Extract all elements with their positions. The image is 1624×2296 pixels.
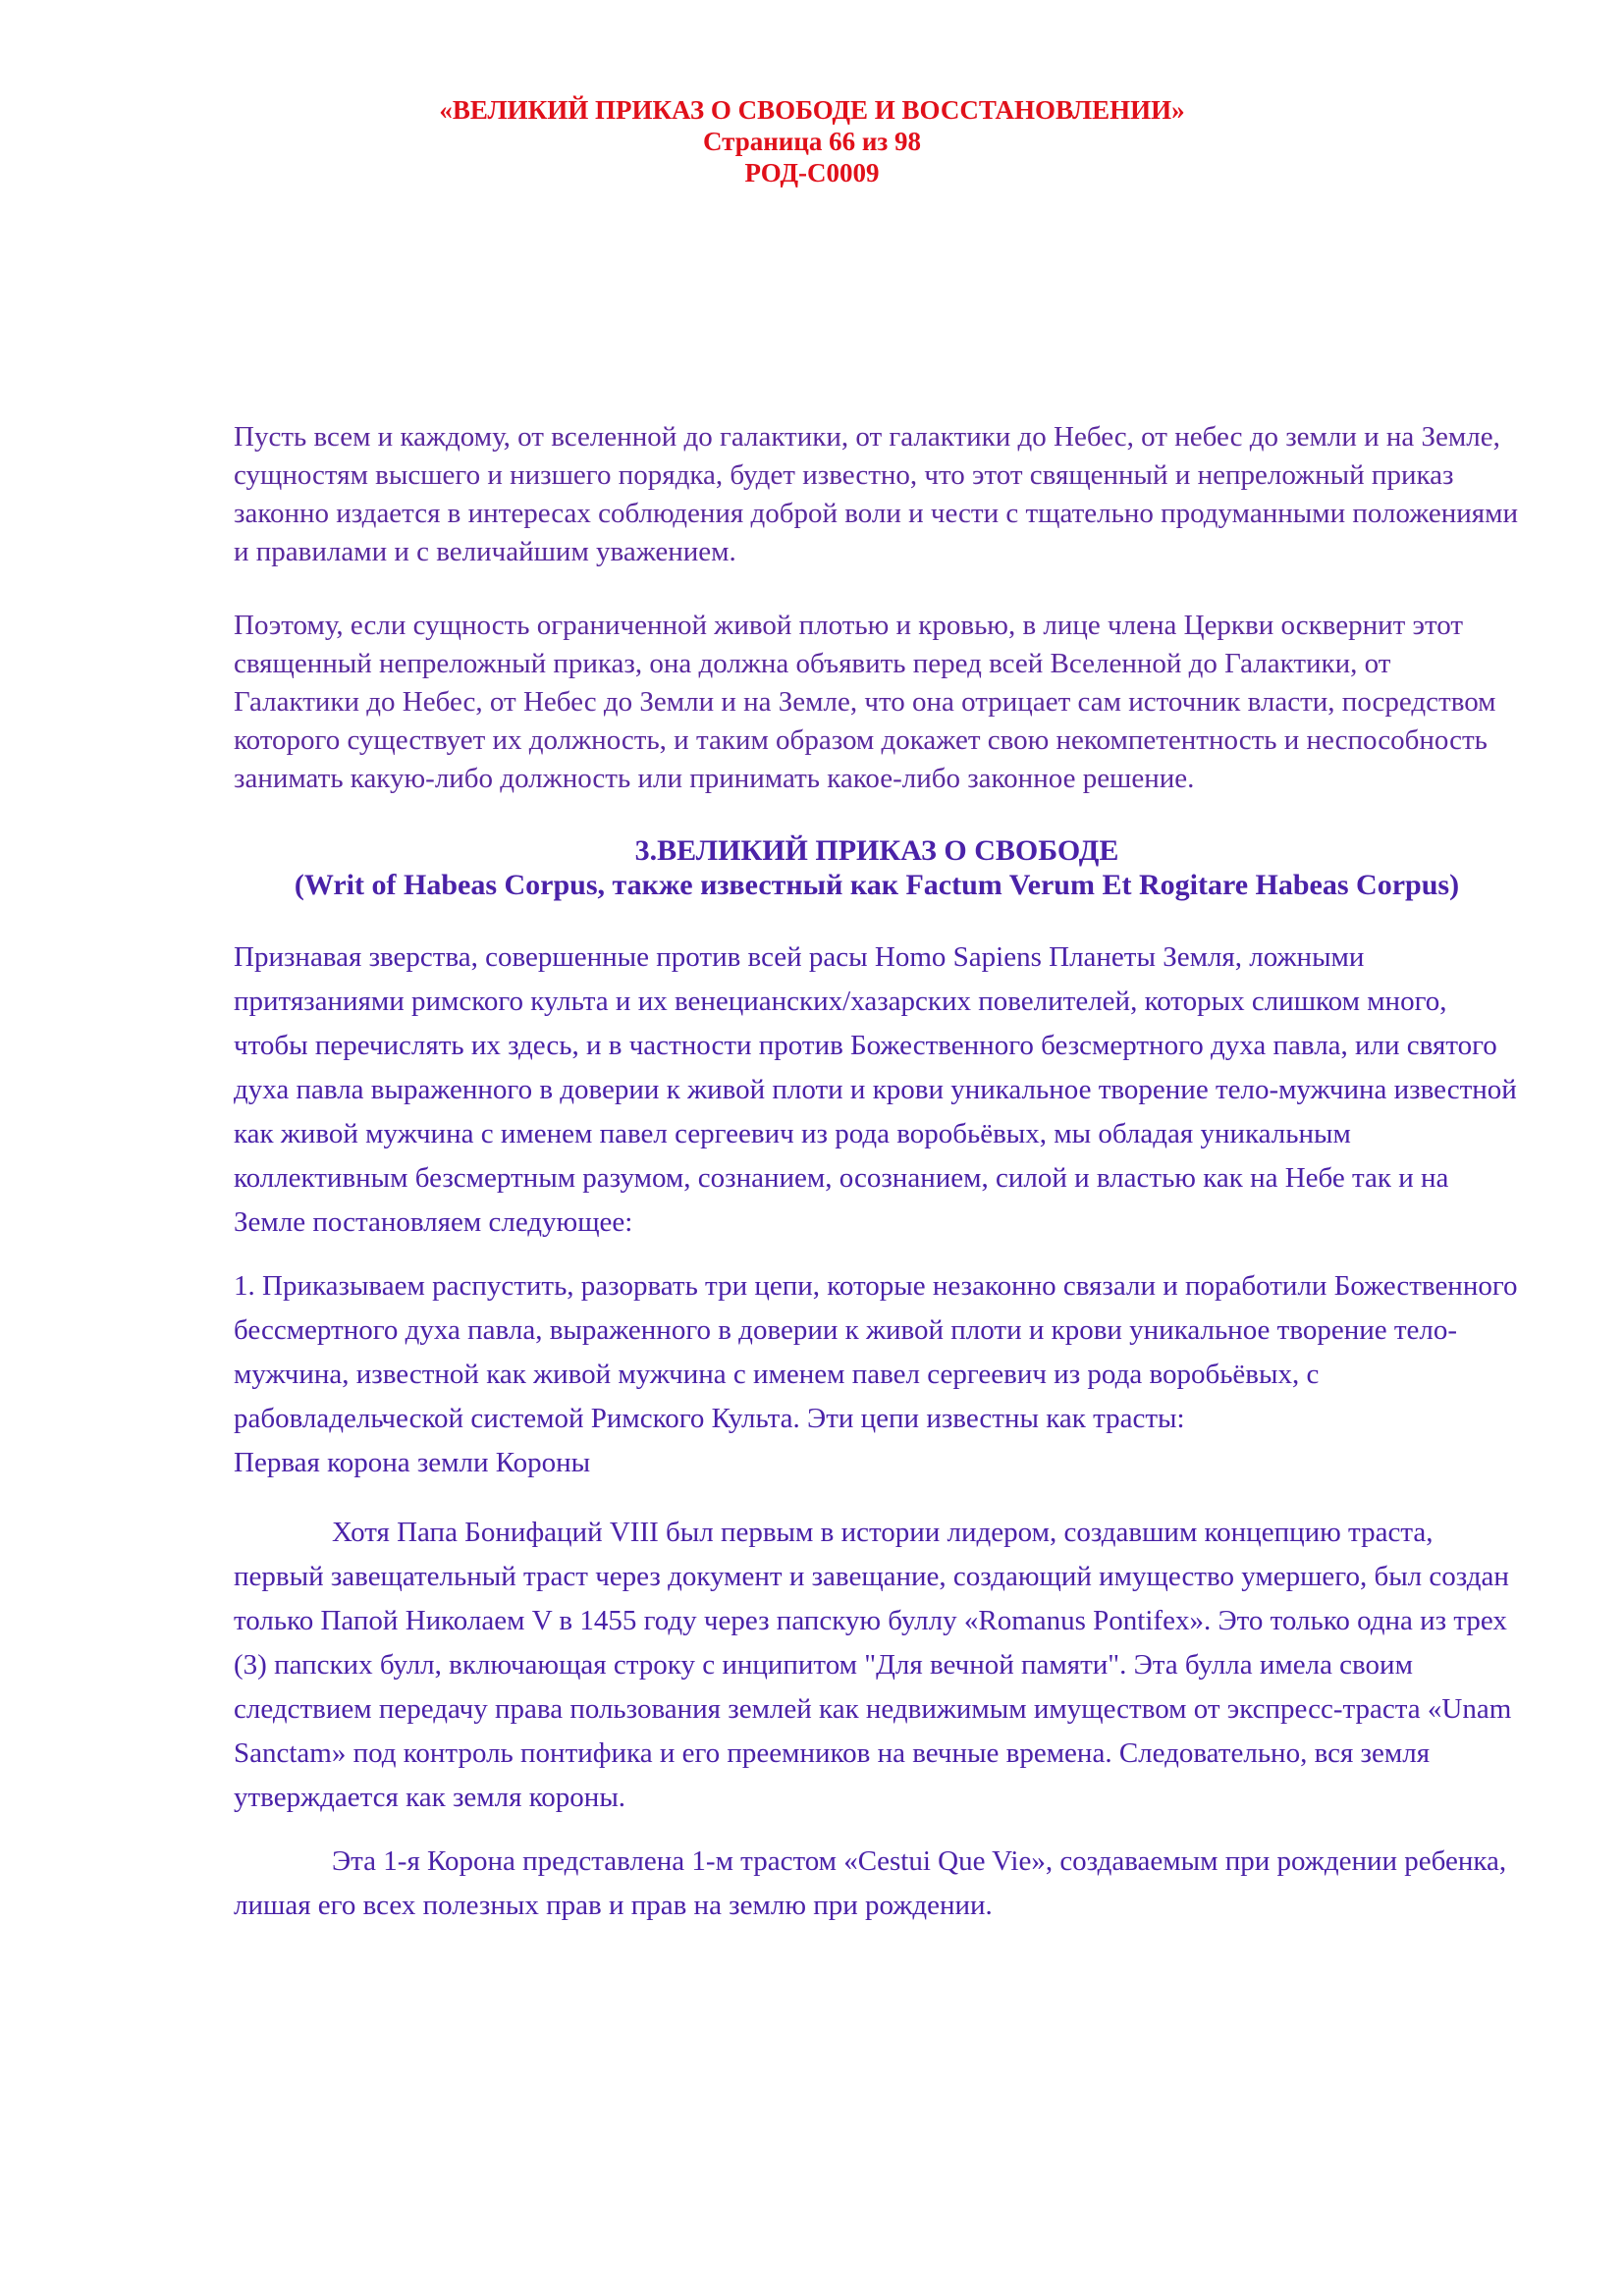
paragraph-cestui-que-vie: Эта 1-я Корона представлена 1-м трастом «Cestui Que Vie», создаваемым при рождении ребенка, лишая его всех полезных прав и прав на землю при рождении. bbox=[234, 1845, 1507, 1921]
document-title: «ВЕЛИКИЙ ПРИКАЗ О СВОБОДЕ И ВОССТАНОВЛЕНИИ» bbox=[439, 95, 1185, 125]
page-number: Страница 66 из 98 bbox=[702, 127, 922, 156]
section-title: 3.ВЕЛИКИЙ ПРИКАЗ О СВОБОДЕ bbox=[634, 834, 1119, 867]
paragraph-recognition: Признавая зверства, совершенные против всей расы Homo Sapiens Планеты Земля, ложными притязаниями римского культа и их венецианских/хазарских повелителей, которых слишком много, чтобы перечислять их здесь, и в частности против Божественного безсмертного духа павла, или святого духа павла выраженного в доверии к живой плоти и крови уникальное творение тело-мужчина известной как живой мужчина с именем павел сергеевич из рода воробьёвых, мы обладая уникальным коллективным безсмертным разумом, сознанием, осознанием, силой и властью как на Небе так и на Земле постановляем следующее: bbox=[234, 941, 1517, 1238]
paragraph-consequence: Поэтому, если сущность ограниченной живой плотью и кровью, в лице члена Церкви осквернит этот священный непреложный приказ, она должна объявить перед всей Вселенной до Галактики, от Галактики до Небес, от Небес до Земли и на Земле, что она отрицает сам источник власти, посредством которого существует их должность, и таким образом докажет свою некомпетентность и неспособность занимать какую-либо должность или принимать какое-либо законное решение. bbox=[234, 610, 1496, 794]
section-subtitle: (Writ of Habeas Corpus, также известный как Factum Verum Et Rogitare Habeas Corpus) bbox=[294, 869, 1460, 901]
paragraph-boniface: Хотя Папа Бонифаций VIII был первым в истории лидером, создавшим концепцию траста, первый завещательный траст через документ и завещание, создающий имущество умершего, был создан только Папой Николаем V в 1455 году через папскую буллу «Romanus Pontifex». Это только одна из трех (3) папских булл, включающая строку с инципитом "Для вечной памяти". Эта булла имела своим следствием передачу права пользования землей как недвижимым имуществом от экспресс-траста «Unam Sanctam» под контроль понтифика и его преемников на вечные времена. Следовательно, вся земля утверждается как земля короны. bbox=[234, 1517, 1512, 1813]
paragraph-intro: Пусть всем и каждому, от вселенной до галактики, от галактики до Небес, от небес до земли и на Земле, сущностям высшего и низшего порядка, будет известно, что этот священный и непреложный приказ законно издается в интересах соблюдения доброй воли и чести с тщательно продуманными положениями и правилами и с величайшим уважением. bbox=[234, 421, 1519, 567]
section-heading bbox=[234, 833, 1520, 902]
paragraph-first-crown: Первая корона земли Короны bbox=[234, 1447, 591, 1478]
page-header bbox=[0, 94, 1624, 188]
paragraph-order-1: 1. Приказываем распустить, разорвать три цепи, которые незаконно связали и поработили Божественного бессмертного духа павла, выраженного в доверии к живой плоти и крови уникальное творение тело-мужчина, известной как живой мужчина с именем павел сергеевич из рода воробьёвых, с рабовладельческой системой Римского Культа. Эти цепи известны как трасты: bbox=[234, 1270, 1518, 1434]
document-code: РОД-С0009 bbox=[744, 158, 880, 187]
document-body bbox=[234, 418, 1520, 1928]
